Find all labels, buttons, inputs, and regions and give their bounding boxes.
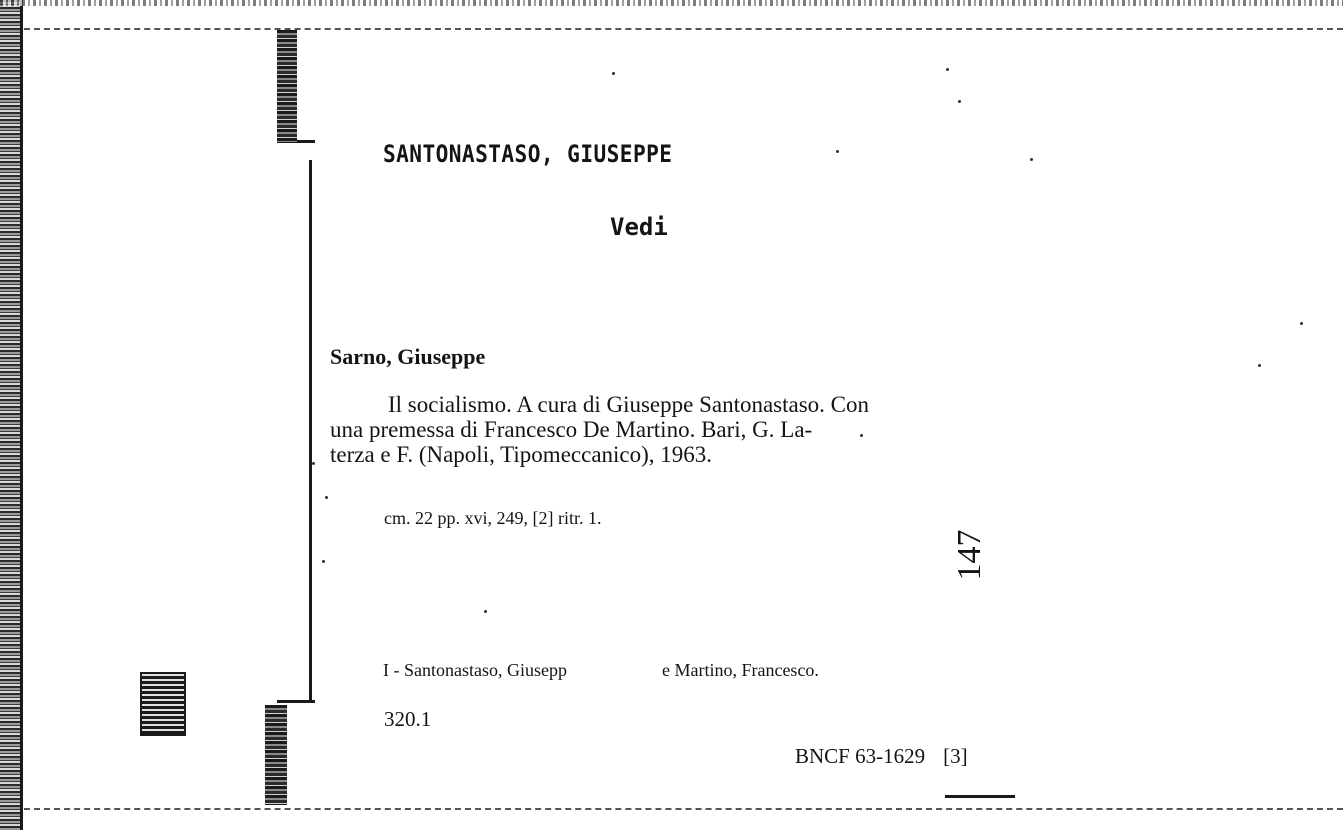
- tracing-left: I - Santonastaso, Giusepp: [383, 660, 567, 680]
- collation: cm. 22 pp. xvi, 249, [2] ritr. 1.: [384, 508, 602, 528]
- description-line: terza e F. (Napoli, Tipomeccanico), 1963.: [330, 442, 713, 467]
- scan-speck: [1258, 364, 1261, 367]
- card-bottom-rule: [24, 808, 1343, 810]
- see-reference-label: Vedi: [610, 213, 668, 241]
- scan-speck: [322, 560, 325, 563]
- classification-number: 320.1: [384, 707, 432, 731]
- card-bottom-right-rule: [945, 795, 1015, 798]
- scan-speck: [958, 100, 961, 103]
- card-left-rule: [309, 160, 312, 700]
- added-entries-tracing: [383, 660, 819, 681]
- scan-speck: [836, 150, 839, 153]
- scan-left-edge: [0, 0, 20, 830]
- shelf-number: [950, 510, 990, 600]
- bncf-number: BNCF 63-1629: [795, 744, 926, 768]
- scan-speck: [1030, 158, 1033, 161]
- tracing-right: e Martino, Francesco.: [661, 660, 819, 680]
- scan-speck: [325, 496, 328, 499]
- library-stamp-mark: [140, 672, 186, 736]
- scan-speck: [312, 462, 315, 465]
- main-entry-author: Sarno, Giuseppe: [330, 344, 486, 369]
- bibliographic-description: [330, 392, 1030, 467]
- card-sequence: [3]: [943, 744, 968, 768]
- binding-bracket-bottom: [265, 705, 287, 805]
- description-line: Il socialismo. A cura di Giuseppe Santonastaso. Con: [388, 392, 870, 417]
- see-heading: SANTONASTASO, GIUSEPPE: [383, 140, 673, 168]
- scan-top-edge: [0, 0, 1343, 6]
- card-top-rule: [24, 28, 1343, 30]
- bncf-record: [795, 744, 968, 769]
- scan-speck: [1300, 322, 1303, 325]
- shelf-number-text: 147: [951, 529, 988, 581]
- description-line: una premessa di Francesco De Martino. Bari, G. La-: [330, 417, 813, 442]
- scan-left-border: [20, 0, 23, 830]
- scan-speck: [612, 72, 615, 75]
- card-corner-rule-bottom: [277, 700, 315, 703]
- scan-speck: [946, 68, 949, 71]
- binding-bracket-top: [277, 30, 297, 142]
- scan-speck: [484, 610, 487, 613]
